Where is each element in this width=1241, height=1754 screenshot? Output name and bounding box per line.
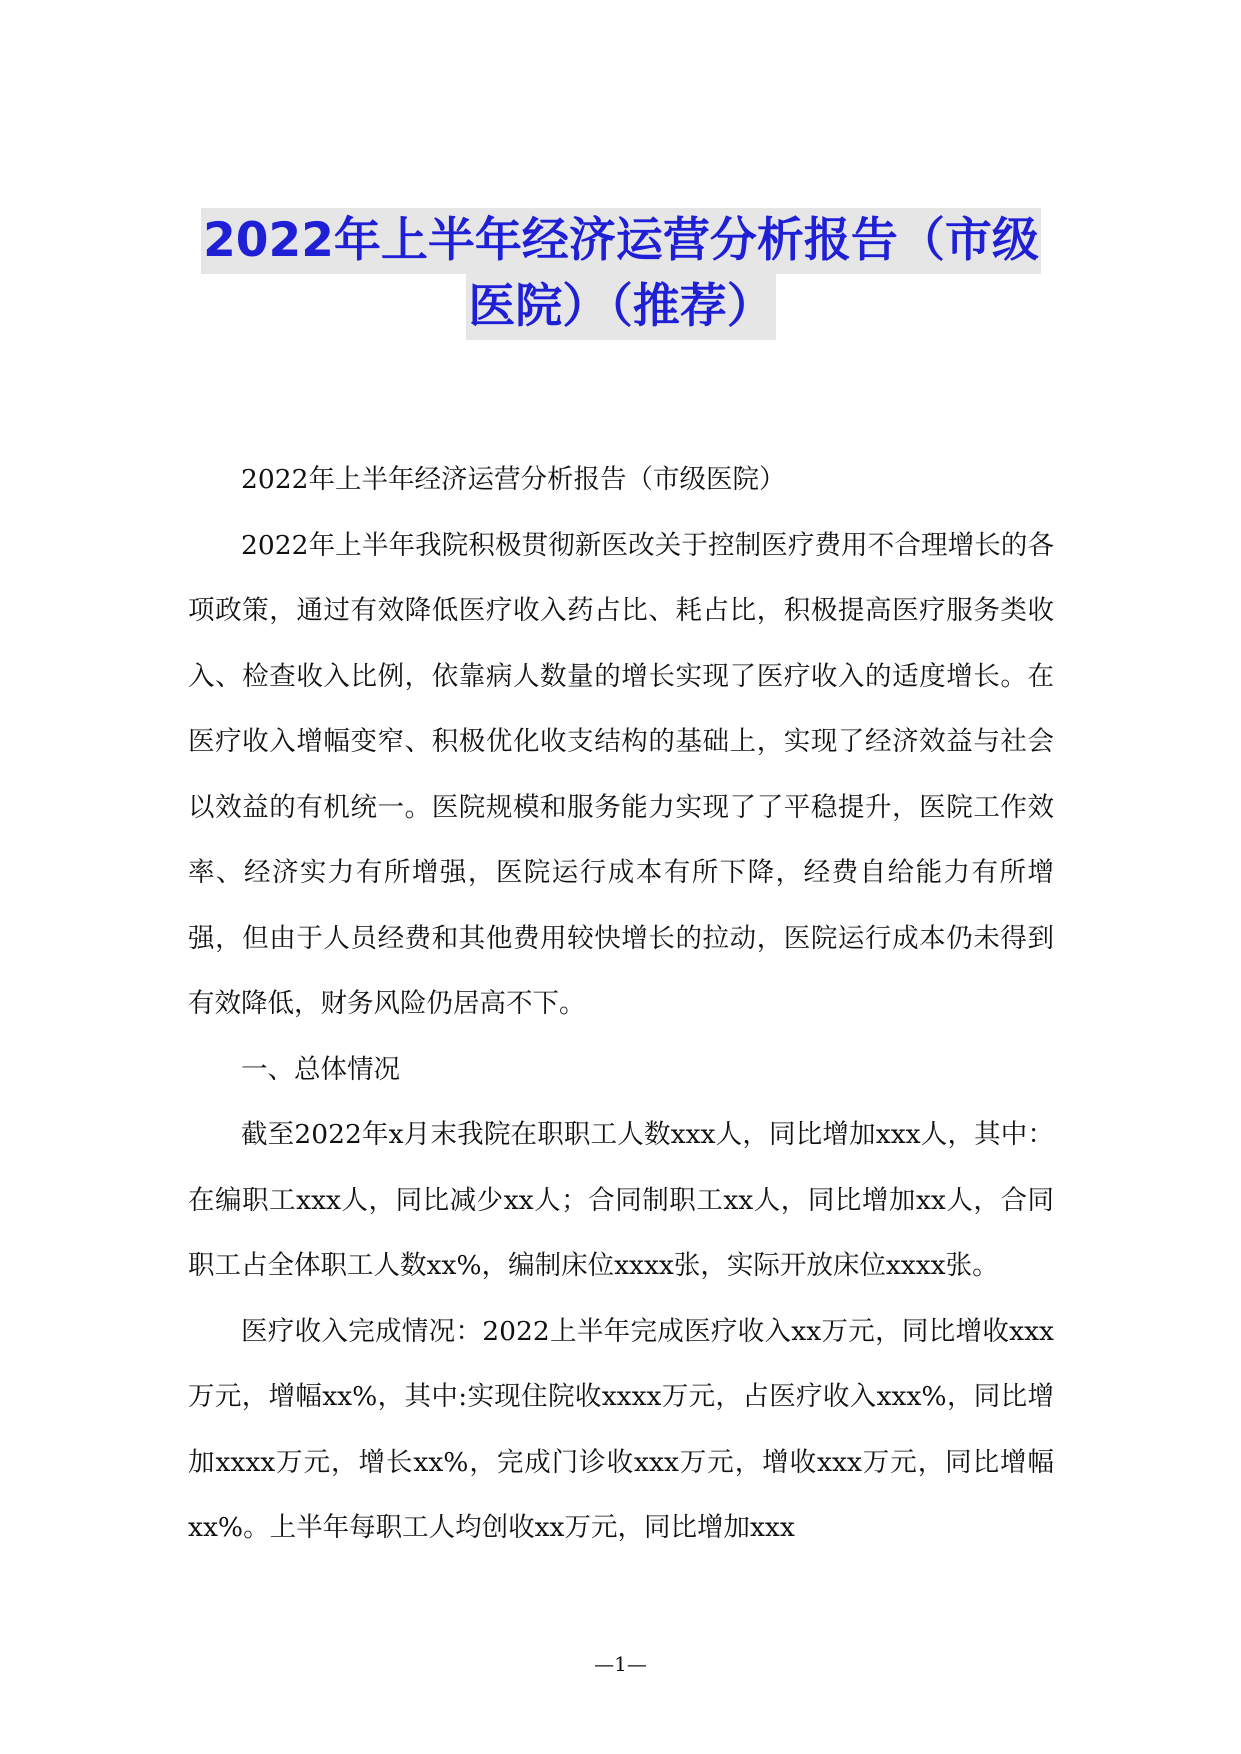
title-line-2: 医院）（推荐） — [466, 274, 776, 340]
staff-paragraph: 截至2022年x月末我院在职职工人数xxx人，同比增加xxx人，其中：在编职工xxx人，同比减少xx人；合同制职工xx人，同比增加xx人，合同职工占全体职工人数xx%，编制床位xxxx张，实际开放床位xxxx张。 — [188, 1119, 1054, 1281]
revenue-paragraph: 医疗收入完成情况：2022上半年完成医疗收入xx万元，同比增收xxx万元，增幅xx%，其中:实现住院收xxxx万元，占医疗收入xxx%，同比增加xxxx万元，增长xx%，完成门诊收xxx万元，增收xxx万元，同比增幅xx%。上半年每职工人均创收xx万元，同比增加xxx — [188, 1315, 1054, 1543]
intro-paragraph: 2022年上半年我院积极贯彻新医改关于控制医疗费用不合理增长的各项政策，通过有效降低医疗收入药占比、耗占比，积极提高医疗服务类收入、检查收入比例，依靠病人数量的增长实现了医疗收入的适度增长。在医疗收入增幅变窄、积极优化收支结构的基础上，实现了经济效益与社会以效益的有机统一。医院规模和服务能力实现了了平稳提升，医院工作效率、经济实力有所增强，医院运行成本有所下降，经费自给能力有所增强，但由于人员经费和其他费用较快增长的拉动，医院运行成本仍未得到有效降低，财务风险仍居高不下。 — [188, 529, 1054, 1019]
title-line-1: 2022年上半年经济运营分析报告（市级 — [201, 208, 1041, 274]
document-body — [188, 447, 1054, 1561]
subtitle-paragraph: 2022年上半年经济运营分析报告（市级医院） — [241, 464, 786, 495]
page-number: —1— — [594, 1652, 647, 1676]
section-heading: 一、总体情况 — [241, 1053, 400, 1085]
document-title — [188, 208, 1054, 340]
